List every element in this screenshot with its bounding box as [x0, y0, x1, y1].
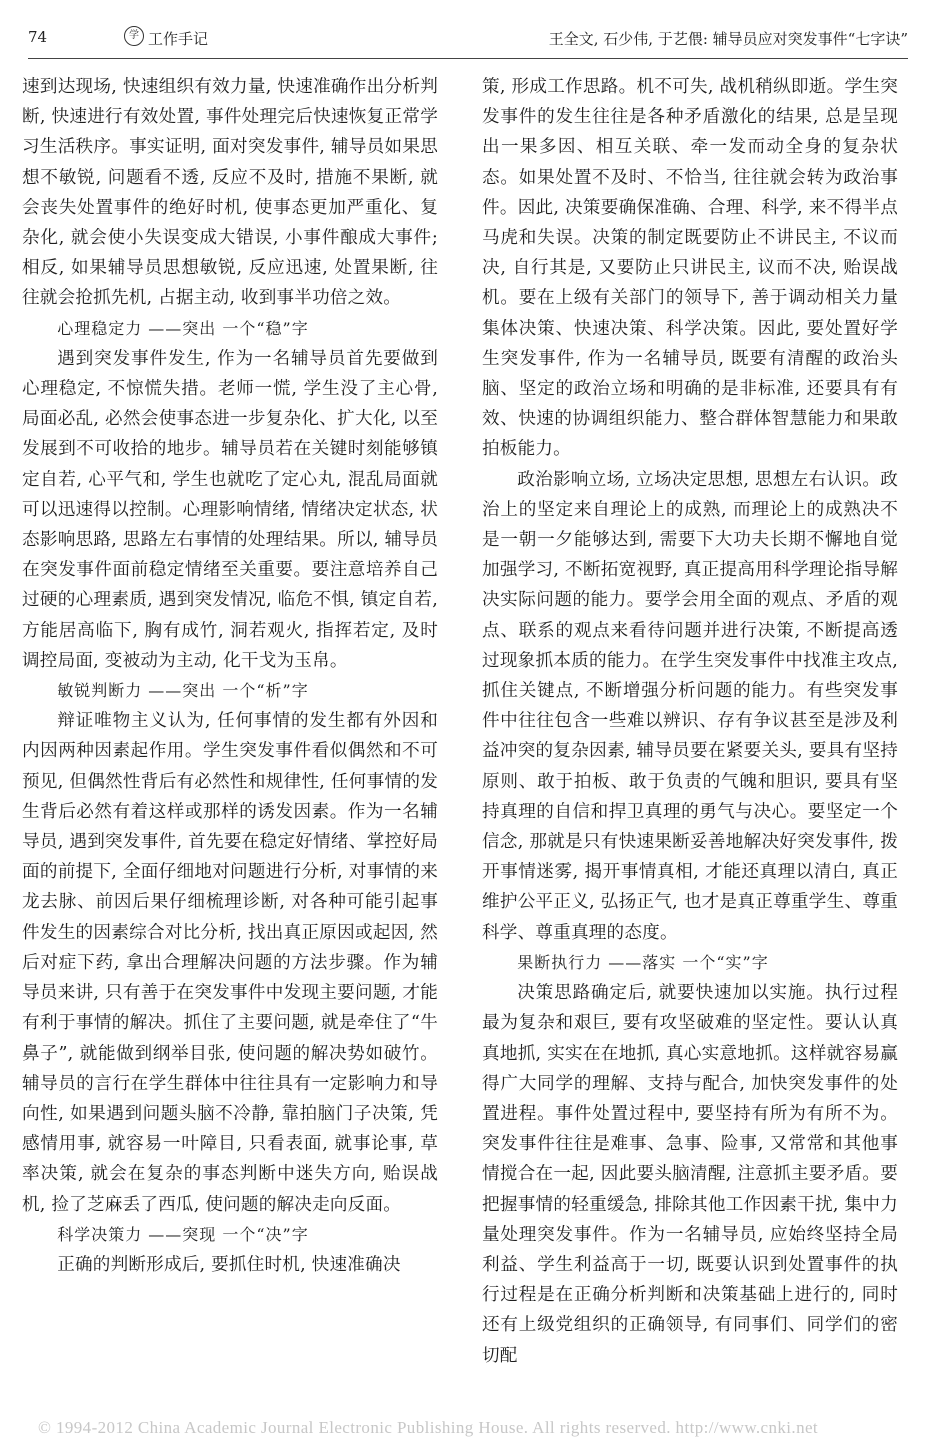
- header-rule: [28, 58, 908, 59]
- right-column: [482, 72, 898, 1371]
- paragraph: 决策思路确定后, 就要快速加以实施。执行过程最为复杂和艰巨, 要有攻坚破难的坚定性。要认认真真地抓, 实实在在地抓, 真心实意地抓。这样就容易赢得广大同学的理解、支持与配合, 加快突发事件的处置进程。事件处置过程中, 要坚持有所为有所不为。突发事件往往是难事、急事、险事, 又常常和其他事情搅合在一起, 因此要头脑清醒, 注意抓主要矛盾。要把握事情的轻重缓急, 排除其他工作因素干扰, 集中力量处理突发事件。作为一名辅导员, 应始终坚持全局利益、学生利益高于一切, 既要认识到处置事件的执行过程是在正确分析判断和决策基础上进行的, 同时还有上级党组织的正确领导, 有同事们、同学们的密切配: [482, 983, 898, 1366]
- running-header: [28, 18, 908, 62]
- paragraph: 正确的判断形成后, 要抓住时机, 快速准确决: [57, 1254, 401, 1275]
- page-number: 74: [28, 28, 48, 46]
- section-title: 工作手记: [148, 30, 209, 48]
- paragraph: 遇到突发事件发生, 作为一名辅导员首先要做到心理稳定, 不惊慌失措。老师一慌, 学生没了主心骨, 局面必乱, 必然会使事态进一步复杂化、扩大化, 以至发展到不可收拾的地步。辅导员若在关键时刻能够镇定自若, 心平气和, 学生也就吃了定心丸, 混乱局面就可以迅速得以控制。心理影响情绪, 情绪决定状态, 状态影响思路, 思路左右事情的处理结果。所以, 辅导员在突发事件面前稳定情绪至关重要。要注意培养自己过硬的心理素质, 遇到突发情况, 临危不惧, 镇定自若, 方能居高临下, 胸有成竹, 洞若观火, 指挥若定, 及时调控局面, 变被动为主动, 化干戈为玉帛。: [22, 348, 438, 671]
- paragraph: 政治影响立场, 立场决定思想, 思想左右认识。政治上的坚定来自理论上的成熟, 而理论上的成熟决不是一朝一夕能够达到, 需要下大功夫长期不懈地自觉加强学习, 不断拓宽视野, 真正提高用科学理论指导解决实际问题的能力。要学会用全面的观点、矛盾的观点、联系的观点来看待问题并进行决策, 不断提高透过现象抓本质的能力。在学生突发事件中找准主攻点, 抓住关键点, 不断增强分析问题的能力。有些突发事件中往往包含一些难以辨识、存有争议甚至是涉及利益冲突的复杂因素, 辅导员要在紧要关头, 要具有坚持原则、敢于拍板、敢于负责的气魄和胆识, 要具有坚持真理的自信和捍卫真理的勇气与决心。要坚定一个信念, 那就是只有快速果断妥善地解决好突发事件, 拨开事情迷雾, 揭开事情真相, 才能还真理以清白, 真正维护公平正义, 弘扬正气, 也才是真正尊重学生、尊重科学、尊重真理的态度。: [482, 469, 898, 943]
- paragraph: 辩证唯物主义认为, 任何事情的发生都有外因和内因两种因素起作用。学生突发事件看似偶然和不可预见, 但偶然性背后有必然性和规律性, 任何事情的发生背后必然有着这样或那样的诱发因素。作为一名辅导员, 遇到突发事件, 首先要在稳定好情绪、掌控好局面的前提下, 全面仔细地对问题进行分析, 对事情的来龙去脉、前因后果仔细梳理诊断, 对各种可能引起事件发生的因素综合对比分析, 找出真正原因或起因, 然后对症下药, 拿出合理解决问题的方法步骤。作为辅导员来讲, 只有善于在突发事件中发现主要问题, 才能有利于事情的解决。抓住了主要问题, 就是牵住了“牛鼻子”, 就能做到纲举目张, 使问题的解决势如破竹。辅导员的言行在学生群体中往往具有一定影响力和导向性, 如果遇到问题头脑不冷静, 靠拍脑门子决策, 凭感情用事, 就容易一叶障目, 只看表面, 就事论事, 草率决策, 就会在复杂的事态判断中迷失方向, 贻误战机, 捡了芝麻丢了西瓜, 使问题的解决走向反面。: [22, 711, 438, 1215]
- paragraph: 策, 形成工作思路。机不可失, 战机稍纵即逝。学生突发事件的发生往往是各种矛盾激化的结果, 总是呈现出一果多因、相互关联、牵一发而动全身的复杂状态。如果处置不及时、不恰当, 往往就会转为政治事件。因此, 决策要确保准确、合理、科学, 来不得半点马虎和失误。决策的制定既要防止不讲民主, 不议而决, 自行其是, 又要防止只讲民主, 议而不决, 贻误战机。要在上级有关部门的领导下, 善于调动相关力量集体决策、快速决策、科学决策。因此, 要处置好学生突发事件, 作为一名辅导员, 既要有清醒的政治头脑、坚定的政治立场和明确的是非标准, 还要具有有效、快速的协调组织能力、整合群体智慧能力和果敢拍板能力。: [482, 77, 898, 460]
- running-title: 王全文, 石少伟, 于艺偎: 辅导员应对突发事件“七字诀”: [548, 30, 908, 48]
- left-column: [22, 72, 438, 1280]
- section-heading: 科学决策力 ——突现 一个“决”字: [57, 1224, 309, 1244]
- copyright-watermark: © 1994-2012 China Academic Journal Electronic Publishing House. All rights reserved. http://www.cnki.net: [38, 1418, 819, 1437]
- section-heading: 心理稳定力 ——突出 一个“稳”字: [57, 318, 309, 338]
- journal-logo-icon: 学: [124, 26, 144, 46]
- section-heading: 敏锐判断力 ——突出 一个“析”字: [57, 681, 309, 701]
- paragraph: 速到达现场, 快速组织有效力量, 快速准确作出分析判断, 快速进行有效处置, 事件处理完后快速恢复正常学习生活秩序。事实证明, 面对突发事件, 辅导员如果思想不敏锐, 问题看不透, 反应不及时, 措施不果断, 就会丧失处置事件的绝好时机, 使事态更加严重化、复杂化, 就会使小失误变成大错误, 小事件酿成大事件; 相反, 如果辅导员思想敏锐, 反应迅速, 处置果断, 往往就会抢抓先机, 占据主动, 收到事半功倍之效。: [22, 77, 438, 309]
- section-heading: 果断执行力 ——落实 一个“实”字: [517, 952, 769, 972]
